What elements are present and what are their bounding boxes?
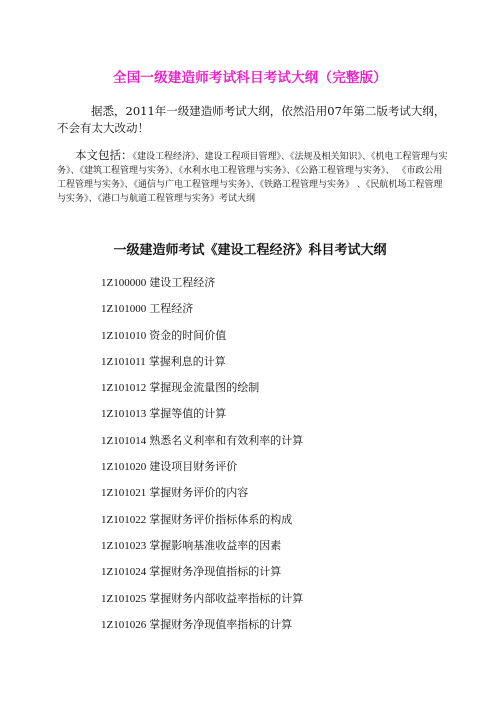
outline-item	[101, 559, 461, 585]
outline-item	[101, 507, 461, 533]
outline-code: 1Z101010	[101, 329, 147, 342]
outline-text: 建设项目财务评价	[149, 460, 238, 474]
outline-code: 1Z101021	[101, 487, 147, 500]
document-title: 全国一级建造师考试科目考试大纲（完整版）	[113, 70, 387, 86]
outline-item	[101, 533, 461, 559]
outline-text: 掌握现金流量图的绘制	[149, 381, 260, 395]
outline-text: 掌握财务内部收益率指标的计算	[149, 591, 304, 605]
section-title: 一级建造师考试《建设工程经济》科目考试大纲	[113, 243, 387, 258]
outline-text: 掌握影响基准收益率的因素	[149, 538, 282, 552]
outline-code: 1Z101020	[101, 461, 147, 474]
outline-text: 掌握等值的计算	[149, 407, 227, 421]
outline-item	[101, 349, 461, 375]
outline-text: 掌握财务净现值指标的计算	[149, 565, 282, 579]
outline-code: 1Z101024	[101, 566, 147, 579]
outline-item	[101, 612, 461, 638]
outline-item	[101, 270, 461, 296]
outline-text: 掌握财务评价的内容	[149, 486, 249, 500]
outline-text: 工程经济	[149, 302, 194, 316]
intro-paragraph: 据悉，2011年一级建造师考试大纲，依然沿用07年第二版考试大纲，不会有太大改动！	[57, 104, 446, 135]
outline-code: 1Z101013	[101, 408, 147, 421]
outline-code: 1Z101012	[101, 382, 147, 395]
scope-subject-list: 《建设工程经济》、建设工程项目管理》、《法规及相关知识》、《机电工程管理与实务》、《建筑工程管理与实务》、《水利水电工程管理与实务》、《公路工程管理与实务》、 《市政公用工程管理与实务》、《通信与广电工程管理与实务》、《铁路工程管理与实务》 、《民航机场工程管理与实务》、《港口与航道工程管理与实务》考试大纲	[57, 152, 448, 204]
outline-text: 资金的时间价值	[149, 328, 227, 342]
outline-item	[101, 480, 461, 506]
outline-item	[101, 375, 461, 401]
outline-code: 1Z101014	[101, 434, 147, 447]
outline-item	[101, 296, 461, 322]
outline-code: 1Z101000	[101, 303, 147, 316]
outline-list	[101, 270, 461, 638]
outline-item	[101, 401, 461, 427]
outline-item	[101, 428, 461, 454]
outline-code: 1Z101025	[101, 592, 147, 605]
outline-code: 1Z101022	[101, 513, 147, 526]
outline-item	[101, 323, 461, 349]
outline-code: 1Z101023	[101, 539, 147, 552]
outline-text: 建设工程经济	[149, 276, 216, 289]
outline-text: 熟悉名义利率和有效利率的计算	[149, 433, 304, 447]
scope-lead: 本文包括：	[75, 148, 133, 162]
outline-code: 1Z101026	[101, 618, 147, 631]
outline-text: 掌握财务评价指标体系的构成	[149, 512, 293, 526]
outline-code: 1Z100000	[101, 277, 147, 289]
outline-text: 掌握财务净现值率指标的计算	[149, 617, 293, 631]
outline-item	[101, 454, 461, 480]
outline-item	[101, 586, 461, 612]
outline-text: 掌握利息的计算	[148, 354, 226, 368]
outline-code: 1Z101011	[101, 355, 146, 368]
scope-paragraph	[57, 148, 449, 206]
